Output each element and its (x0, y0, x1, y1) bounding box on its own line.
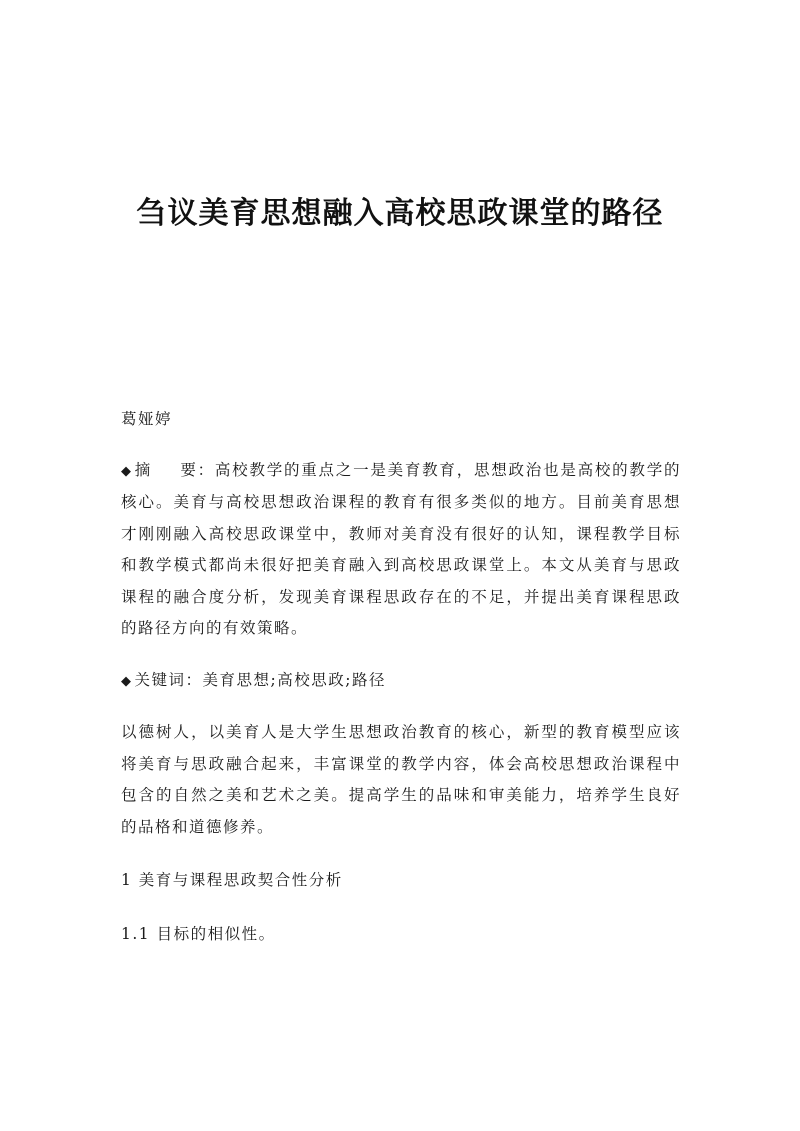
keywords-label: 关键词： (134, 670, 203, 689)
diamond-bullet-icon: ◆ (121, 463, 133, 479)
intro-paragraph: 以德树人，以美育人是大学生思想政治教育的核心，新型的教育模型应该将美育与思政融合起来，丰富课堂的教学内容，体会高校思想政治课程中包含的自然之美和艺术之美。提高学生的品味和审美能力，培养学生良好的品格和道德修养。 (121, 723, 681, 836)
author-name: 葛娅婷 (121, 410, 173, 428)
abstract-label-first: 摘 (134, 460, 153, 479)
section-heading-1-1: 1.1 目标的相似性。 (121, 924, 276, 943)
keywords-line (121, 665, 681, 698)
keywords-text: 美育思想;高校思政;路径 (202, 670, 386, 689)
abstract-text: 高校教学的重点之一是美育教育，思想政治也是高校的教学的核心。美育与高校思想政治课程的教育有很多类似的地方。目前美育思想才刚刚融入高校思政课堂中，教师对美育没有很好的认知，课程教学目标和教学模式都尚未很好把美育融入到高校思政课堂上。本文从美育与思政课程的融合度分析，发现美育课程思政存在的不足，并提出美育课程思政的路径方向的有效策略。 (121, 460, 681, 637)
document-body (121, 404, 681, 950)
abstract-label-second: 要： (180, 460, 215, 479)
document-title: 刍议美育思想融入高校思政课堂的路径 (136, 196, 664, 231)
abstract-paragraph (121, 455, 681, 645)
diamond-bullet-icon: ◆ (121, 673, 133, 689)
section-heading-1: 1 美育与课程思政契合性分析 (121, 871, 343, 889)
